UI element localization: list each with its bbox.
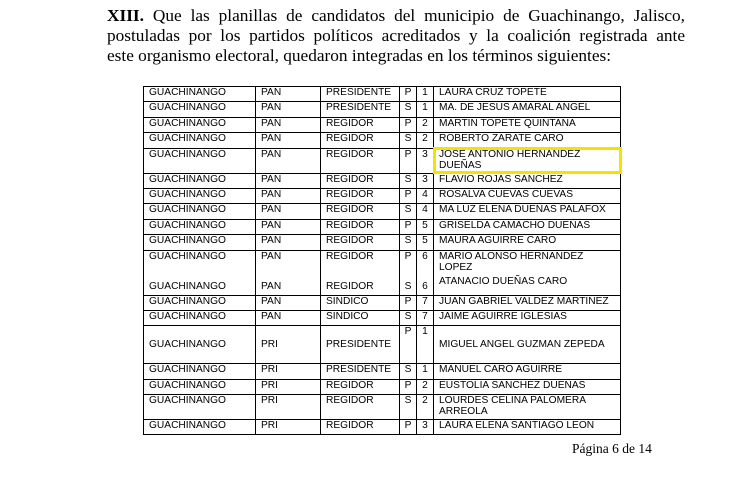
municipality-cell: GUACHINANGO	[144, 295, 256, 310]
number-cell: 1	[417, 102, 434, 117]
party-cell: PRI	[256, 379, 321, 394]
number-cell: 5	[417, 219, 434, 234]
municipality-cell: GUACHINANGO	[144, 148, 256, 173]
number-cell: 1	[417, 364, 434, 379]
number-cell: 6 6	[417, 250, 434, 295]
table-row	[144, 379, 621, 394]
table-row-spaced	[144, 326, 621, 364]
number-cell: 3	[417, 420, 434, 435]
table-row	[144, 133, 621, 148]
table-row	[144, 87, 621, 102]
municipality-cell: GUACHINANGO	[144, 219, 256, 234]
candidate-name-cell: GRISELDA CAMACHO DUEÑAS	[434, 219, 621, 234]
number-cell: 7	[417, 295, 434, 310]
type-cell: S	[400, 310, 417, 325]
table-row	[144, 117, 621, 132]
party-cell: PAN	[256, 219, 321, 234]
type-cell: S	[400, 133, 417, 148]
position-cell: PRESIDENTE	[321, 102, 400, 117]
candidate-name-cell: ROSALVA CUEVAS CUEVAS	[434, 188, 621, 203]
municipality-cell: GUACHINANGO	[144, 235, 256, 250]
party-cell: PAN	[256, 235, 321, 250]
number-cell: 3	[417, 148, 434, 173]
party-cell: PAN PAN	[256, 250, 321, 295]
type-cell: S	[400, 235, 417, 250]
candidate-name-cell: JUAN GABRIEL VALDEZ MARTINEZ	[434, 295, 621, 310]
table-row	[144, 420, 621, 435]
candidate-name-cell: MARTIN TOPETE QUINTANA	[434, 117, 621, 132]
section-number: XIII.	[107, 6, 144, 25]
party-cell: PAN	[256, 188, 321, 203]
table-row	[144, 295, 621, 310]
number-cell: 3	[417, 173, 434, 188]
party-cell: PRI	[256, 395, 321, 420]
position-cell: REGIDOR	[321, 117, 400, 132]
position-cell: SINDICO	[321, 310, 400, 325]
position-cell: PRESIDENTE	[321, 87, 400, 102]
party-cell: PAN	[256, 204, 321, 219]
type-cell: P	[400, 295, 417, 310]
number-cell: 2	[417, 379, 434, 394]
position-cell: REGIDOR REGIDOR	[321, 250, 400, 295]
table-row	[144, 395, 621, 420]
candidate-name-cell: MANUEL CARO AGUIRRE	[434, 364, 621, 379]
table-row	[144, 310, 621, 325]
municipality-cell: GUACHINANGO	[144, 364, 256, 379]
type-cell: S	[400, 204, 417, 219]
position-cell: PRESIDENTE	[321, 326, 400, 364]
position-cell: REGIDOR	[321, 204, 400, 219]
municipality-cell: GUACHINANGO	[144, 87, 256, 102]
party-cell: PAN	[256, 295, 321, 310]
party-cell: PRI	[256, 326, 321, 364]
type-cell: P	[400, 87, 417, 102]
municipality-cell: GUACHINANGO	[144, 310, 256, 325]
party-cell: PAN	[256, 102, 321, 117]
table-row-merged	[144, 250, 621, 295]
intro-line-1: XIII. Que las planillas de candidatos del municipio de Guachinango, Jalisco,	[107, 6, 685, 25]
position-cell: PRESIDENTE	[321, 364, 400, 379]
table-row	[144, 102, 621, 117]
type-cell: P	[400, 420, 417, 435]
type-cell: P	[400, 188, 417, 203]
position-cell: REGIDOR	[321, 188, 400, 203]
party-cell: PAN	[256, 148, 321, 173]
candidates-table	[143, 86, 621, 435]
candidate-name-cell: EUSTOLIA SANCHEZ DUEÑAS	[434, 379, 621, 394]
number-cell: 2	[417, 117, 434, 132]
table-row	[144, 219, 621, 234]
party-cell: PAN	[256, 87, 321, 102]
candidate-name-cell: MA LUZ ELENA DUEÑAS PALAFOX	[434, 204, 621, 219]
position-cell: SINDICO	[321, 295, 400, 310]
table-row	[144, 188, 621, 203]
table-row	[144, 173, 621, 188]
municipality-cell: GUACHINANGO	[144, 204, 256, 219]
position-cell: REGIDOR	[321, 379, 400, 394]
position-cell: REGIDOR	[321, 420, 400, 435]
municipality-cell: GUACHINANGO	[144, 117, 256, 132]
party-cell: PAN	[256, 173, 321, 188]
number-cell: 4	[417, 188, 434, 203]
number-cell: 5	[417, 235, 434, 250]
type-cell: P	[400, 326, 417, 364]
position-cell: REGIDOR	[321, 133, 400, 148]
number-cell: 7	[417, 310, 434, 325]
municipality-cell: GUACHINANGO GUACHINANGO	[144, 250, 256, 295]
candidate-name-cell: FLAVIO ROJAS SANCHEZ	[434, 173, 621, 188]
intro-paragraph	[107, 6, 685, 66]
municipality-cell: GUACHINANGO	[144, 420, 256, 435]
party-cell: PAN	[256, 133, 321, 148]
municipality-cell: GUACHINANGO	[144, 395, 256, 420]
table-row	[144, 204, 621, 219]
candidate-name-cell: MIGUEL ANGEL GUZMAN ZEPEDA	[434, 326, 621, 364]
number-cell: 2	[417, 395, 434, 420]
table-row	[144, 235, 621, 250]
type-cell: P	[400, 379, 417, 394]
party-cell: PRI	[256, 420, 321, 435]
party-cell: PAN	[256, 117, 321, 132]
type-cell: P	[400, 117, 417, 132]
candidate-name-cell: MARIO ALONSO HERNANDEZ LOPEZ ATANACIO DUEÑAS CARO	[434, 250, 621, 295]
position-cell: REGIDOR	[321, 173, 400, 188]
number-cell: 4	[417, 204, 434, 219]
position-cell: REGIDOR	[321, 235, 400, 250]
position-cell: REGIDOR	[321, 148, 400, 173]
table-row	[144, 364, 621, 379]
type-cell: S	[400, 102, 417, 117]
type-cell: S	[400, 364, 417, 379]
candidate-name-cell: MAURA AGUIRRE CARO	[434, 235, 621, 250]
candidate-name-cell: LOURDES CELINA PALOMERA ARREOLA	[434, 395, 621, 420]
number-cell: 1	[417, 87, 434, 102]
position-cell: REGIDOR	[321, 219, 400, 234]
candidate-name-cell: MA. DE JESUS AMARAL ANGEL	[434, 102, 621, 117]
table-row-highlighted	[144, 148, 621, 173]
candidate-name-cell: LAURA ELENA SANTIAGO LEON	[434, 420, 621, 435]
municipality-cell: GUACHINANGO	[144, 102, 256, 117]
municipality-cell: GUACHINANGO	[144, 173, 256, 188]
municipality-cell: GUACHINANGO	[144, 379, 256, 394]
party-cell: PAN	[256, 310, 321, 325]
type-cell: P	[400, 219, 417, 234]
candidate-name-cell: LAURA CRUZ TOPETE	[434, 87, 621, 102]
type-cell: S	[400, 395, 417, 420]
page-number: Página 6 de 14	[572, 441, 652, 456]
municipality-cell: GUACHINANGO	[144, 188, 256, 203]
municipality-cell: GUACHINANGO	[144, 133, 256, 148]
number-cell: 2	[417, 133, 434, 148]
candidate-name-cell: JAIME AGUIRRE IGLESIAS	[434, 310, 621, 325]
number-cell: 1	[417, 326, 434, 364]
intro-line-2: postuladas por los partidos políticos acreditados y la coalición registrada ante	[107, 26, 685, 45]
intro-line-3: este organismo electoral, quedaron integradas en los términos siguientes:	[107, 46, 612, 65]
type-cell: S	[400, 173, 417, 188]
position-cell: REGIDOR	[321, 395, 400, 420]
party-cell: PRI	[256, 364, 321, 379]
candidate-name-cell-highlighted: JOSE ANTONIO HERNANDEZ DUEÑAS	[434, 148, 621, 173]
type-cell: P	[400, 148, 417, 173]
type-cell: P S	[400, 250, 417, 295]
candidate-name-cell: ROBERTO ZARATE CARO	[434, 133, 621, 148]
municipality-cell: GUACHINANGO	[144, 326, 256, 364]
